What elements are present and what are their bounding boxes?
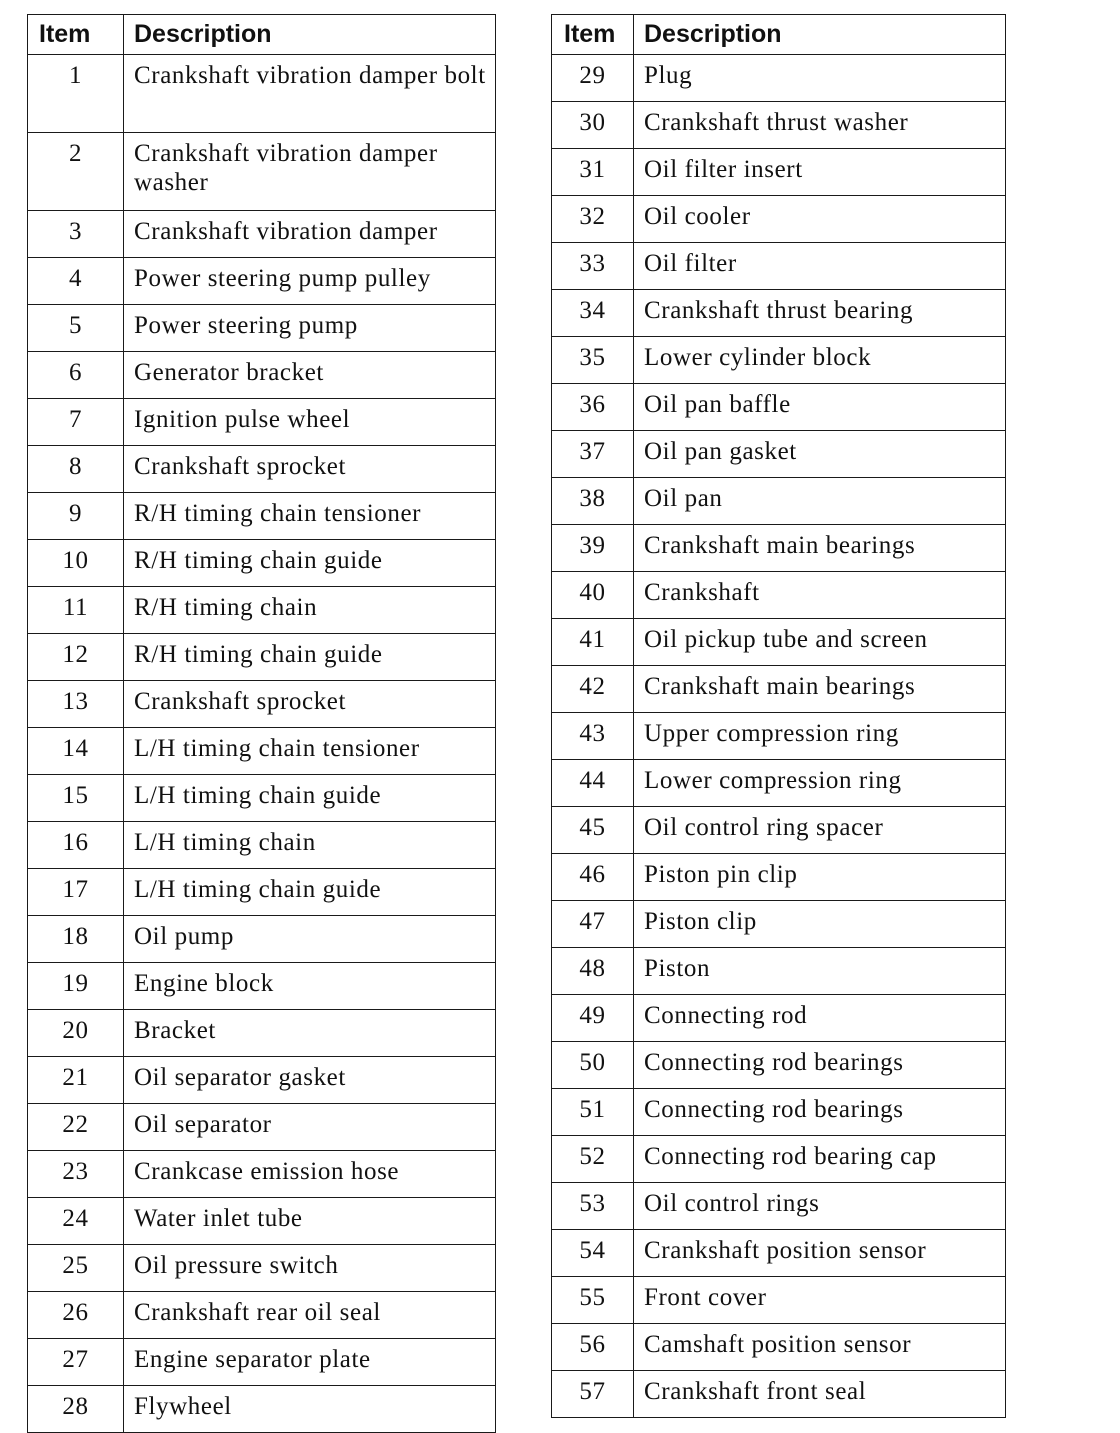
table-row <box>28 352 496 399</box>
table-row <box>552 666 1006 713</box>
item-description: Power steering pump <box>124 305 496 352</box>
item-number: 12 <box>28 634 124 681</box>
table-row <box>552 102 1006 149</box>
item-number: 17 <box>28 869 124 916</box>
item-description: Crankshaft vibration damper washer <box>124 133 496 211</box>
table-row <box>28 681 496 728</box>
item-description: Oil pan gasket <box>634 431 1006 478</box>
table-row <box>28 258 496 305</box>
table-row <box>552 525 1006 572</box>
item-description: Connecting rod bearings <box>634 1089 1006 1136</box>
table-row <box>28 540 496 587</box>
table-row <box>28 587 496 634</box>
table-row <box>28 1151 496 1198</box>
item-number: 2 <box>28 133 124 211</box>
item-number: 55 <box>552 1277 634 1324</box>
item-description: Piston clip <box>634 901 1006 948</box>
item-description: Water inlet tube <box>124 1198 496 1245</box>
item-description: Crankshaft vibration damper <box>124 211 496 258</box>
table-row <box>28 1057 496 1104</box>
item-number: 39 <box>552 525 634 572</box>
item-description: Oil pickup tube and screen <box>634 619 1006 666</box>
table-row <box>552 1042 1006 1089</box>
item-description: L/H timing chain guide <box>124 869 496 916</box>
table-row <box>552 572 1006 619</box>
table-row <box>28 1245 496 1292</box>
item-description: Crankshaft main bearings <box>634 525 1006 572</box>
item-number: 23 <box>28 1151 124 1198</box>
item-description: Crankshaft sprocket <box>124 681 496 728</box>
item-description: Oil filter <box>634 243 1006 290</box>
item-number: 51 <box>552 1089 634 1136</box>
item-description: Connecting rod bearing cap <box>634 1136 1006 1183</box>
item-number: 31 <box>552 149 634 196</box>
parts-table-right-body <box>552 55 1006 1418</box>
description-column-header: Description <box>124 15 496 55</box>
item-number: 49 <box>552 995 634 1042</box>
item-description: Camshaft position sensor <box>634 1324 1006 1371</box>
table-row <box>552 290 1006 337</box>
item-number: 4 <box>28 258 124 305</box>
item-column-header: Item <box>552 15 634 55</box>
table-row <box>552 1183 1006 1230</box>
item-description: Oil control rings <box>634 1183 1006 1230</box>
item-description: Oil separator gasket <box>124 1057 496 1104</box>
item-number: 18 <box>28 916 124 963</box>
item-column-header: Item <box>28 15 124 55</box>
parts-table-left <box>27 14 496 1433</box>
item-description: Oil pan <box>634 478 1006 525</box>
item-number: 20 <box>28 1010 124 1057</box>
table-row <box>552 760 1006 807</box>
item-number: 43 <box>552 713 634 760</box>
table-row <box>28 211 496 258</box>
item-description: Oil filter insert <box>634 149 1006 196</box>
table-row <box>552 384 1006 431</box>
item-number: 6 <box>28 352 124 399</box>
item-description: Oil control ring spacer <box>634 807 1006 854</box>
item-number: 41 <box>552 619 634 666</box>
item-number: 21 <box>28 1057 124 1104</box>
table-row <box>552 948 1006 995</box>
item-number: 32 <box>552 196 634 243</box>
item-number: 50 <box>552 1042 634 1089</box>
item-description: Crankshaft position sensor <box>634 1230 1006 1277</box>
item-description: Crankshaft front seal <box>634 1371 1006 1418</box>
table-row <box>28 1198 496 1245</box>
item-number: 5 <box>28 305 124 352</box>
item-number: 7 <box>28 399 124 446</box>
item-number: 33 <box>552 243 634 290</box>
item-description: Power steering pump pulley <box>124 258 496 305</box>
item-description: Oil separator <box>124 1104 496 1151</box>
item-description: Crankshaft vibration damper bolt <box>124 55 496 133</box>
item-description: R/H timing chain <box>124 587 496 634</box>
item-number: 44 <box>552 760 634 807</box>
table-row <box>552 1089 1006 1136</box>
table-row <box>552 1230 1006 1277</box>
item-number: 19 <box>28 963 124 1010</box>
item-number: 25 <box>28 1245 124 1292</box>
item-number: 15 <box>28 775 124 822</box>
item-number: 11 <box>28 587 124 634</box>
item-number: 57 <box>552 1371 634 1418</box>
table-row <box>28 1010 496 1057</box>
item-description: Engine block <box>124 963 496 1010</box>
item-number: 45 <box>552 807 634 854</box>
item-number: 34 <box>552 290 634 337</box>
table-row <box>552 55 1006 102</box>
table-row <box>552 431 1006 478</box>
item-number: 13 <box>28 681 124 728</box>
item-description: Plug <box>634 55 1006 102</box>
item-number: 14 <box>28 728 124 775</box>
item-description: R/H timing chain guide <box>124 634 496 681</box>
table-row <box>552 1136 1006 1183</box>
table-row <box>552 243 1006 290</box>
table-row <box>28 634 496 681</box>
table-row <box>552 807 1006 854</box>
item-description: R/H timing chain guide <box>124 540 496 587</box>
item-number: 37 <box>552 431 634 478</box>
item-number: 42 <box>552 666 634 713</box>
item-description: Crankshaft thrust bearing <box>634 290 1006 337</box>
table-row <box>28 1339 496 1386</box>
item-description: L/H timing chain tensioner <box>124 728 496 775</box>
parts-table-right <box>551 14 1006 1418</box>
item-description: L/H timing chain guide <box>124 775 496 822</box>
table-row <box>552 854 1006 901</box>
item-description: Engine separator plate <box>124 1339 496 1386</box>
table-row <box>552 196 1006 243</box>
table-row <box>28 869 496 916</box>
item-description: Lower cylinder block <box>634 337 1006 384</box>
item-description: Oil cooler <box>634 196 1006 243</box>
table-row <box>552 995 1006 1042</box>
item-number: 48 <box>552 948 634 995</box>
item-description: Generator bracket <box>124 352 496 399</box>
item-description: Flywheel <box>124 1386 496 1433</box>
table-row <box>552 1324 1006 1371</box>
item-number: 30 <box>552 102 634 149</box>
table-row <box>552 1371 1006 1418</box>
item-description: Piston pin clip <box>634 854 1006 901</box>
table-row <box>28 446 496 493</box>
table-row <box>28 493 496 540</box>
item-number: 40 <box>552 572 634 619</box>
item-number: 38 <box>552 478 634 525</box>
item-description: R/H timing chain tensioner <box>124 493 496 540</box>
item-number: 16 <box>28 822 124 869</box>
item-number: 28 <box>28 1386 124 1433</box>
item-number: 54 <box>552 1230 634 1277</box>
item-number: 24 <box>28 1198 124 1245</box>
item-description: Upper compression ring <box>634 713 1006 760</box>
item-number: 27 <box>28 1339 124 1386</box>
table-row <box>28 399 496 446</box>
table-row <box>28 133 496 211</box>
item-number: 29 <box>552 55 634 102</box>
item-description: Crankshaft main bearings <box>634 666 1006 713</box>
table-row <box>28 1386 496 1433</box>
item-number: 52 <box>552 1136 634 1183</box>
parts-table-left-body <box>28 55 496 1433</box>
item-number: 22 <box>28 1104 124 1151</box>
table-row <box>28 305 496 352</box>
item-number: 26 <box>28 1292 124 1339</box>
item-description: Piston <box>634 948 1006 995</box>
table-row <box>28 1104 496 1151</box>
item-number: 9 <box>28 493 124 540</box>
table-header-row <box>552 15 1006 55</box>
item-description: Connecting rod <box>634 995 1006 1042</box>
table-row <box>552 901 1006 948</box>
item-number: 35 <box>552 337 634 384</box>
table-row <box>552 478 1006 525</box>
item-description: Bracket <box>124 1010 496 1057</box>
description-column-header: Description <box>634 15 1006 55</box>
item-description: Oil pan baffle <box>634 384 1006 431</box>
item-description: Crankcase emission hose <box>124 1151 496 1198</box>
table-row <box>28 1292 496 1339</box>
item-number: 36 <box>552 384 634 431</box>
item-description: Crankshaft <box>634 572 1006 619</box>
table-row <box>28 963 496 1010</box>
item-description: Connecting rod bearings <box>634 1042 1006 1089</box>
item-description: Oil pressure switch <box>124 1245 496 1292</box>
table-header-row <box>28 15 496 55</box>
item-number: 10 <box>28 540 124 587</box>
item-number: 46 <box>552 854 634 901</box>
item-number: 1 <box>28 55 124 133</box>
table-row <box>552 713 1006 760</box>
item-description: L/H timing chain <box>124 822 496 869</box>
item-description: Crankshaft sprocket <box>124 446 496 493</box>
item-number: 3 <box>28 211 124 258</box>
item-description: Lower compression ring <box>634 760 1006 807</box>
item-description: Oil pump <box>124 916 496 963</box>
item-number: 56 <box>552 1324 634 1371</box>
item-description: Ignition pulse wheel <box>124 399 496 446</box>
item-number: 47 <box>552 901 634 948</box>
table-row <box>28 916 496 963</box>
item-number: 8 <box>28 446 124 493</box>
item-description: Front cover <box>634 1277 1006 1324</box>
item-description: Crankshaft thrust washer <box>634 102 1006 149</box>
item-number: 53 <box>552 1183 634 1230</box>
table-row <box>552 619 1006 666</box>
table-row <box>552 149 1006 196</box>
table-row <box>28 775 496 822</box>
table-row <box>28 728 496 775</box>
table-row <box>28 822 496 869</box>
table-row <box>552 337 1006 384</box>
item-description: Crankshaft rear oil seal <box>124 1292 496 1339</box>
table-row <box>28 55 496 133</box>
